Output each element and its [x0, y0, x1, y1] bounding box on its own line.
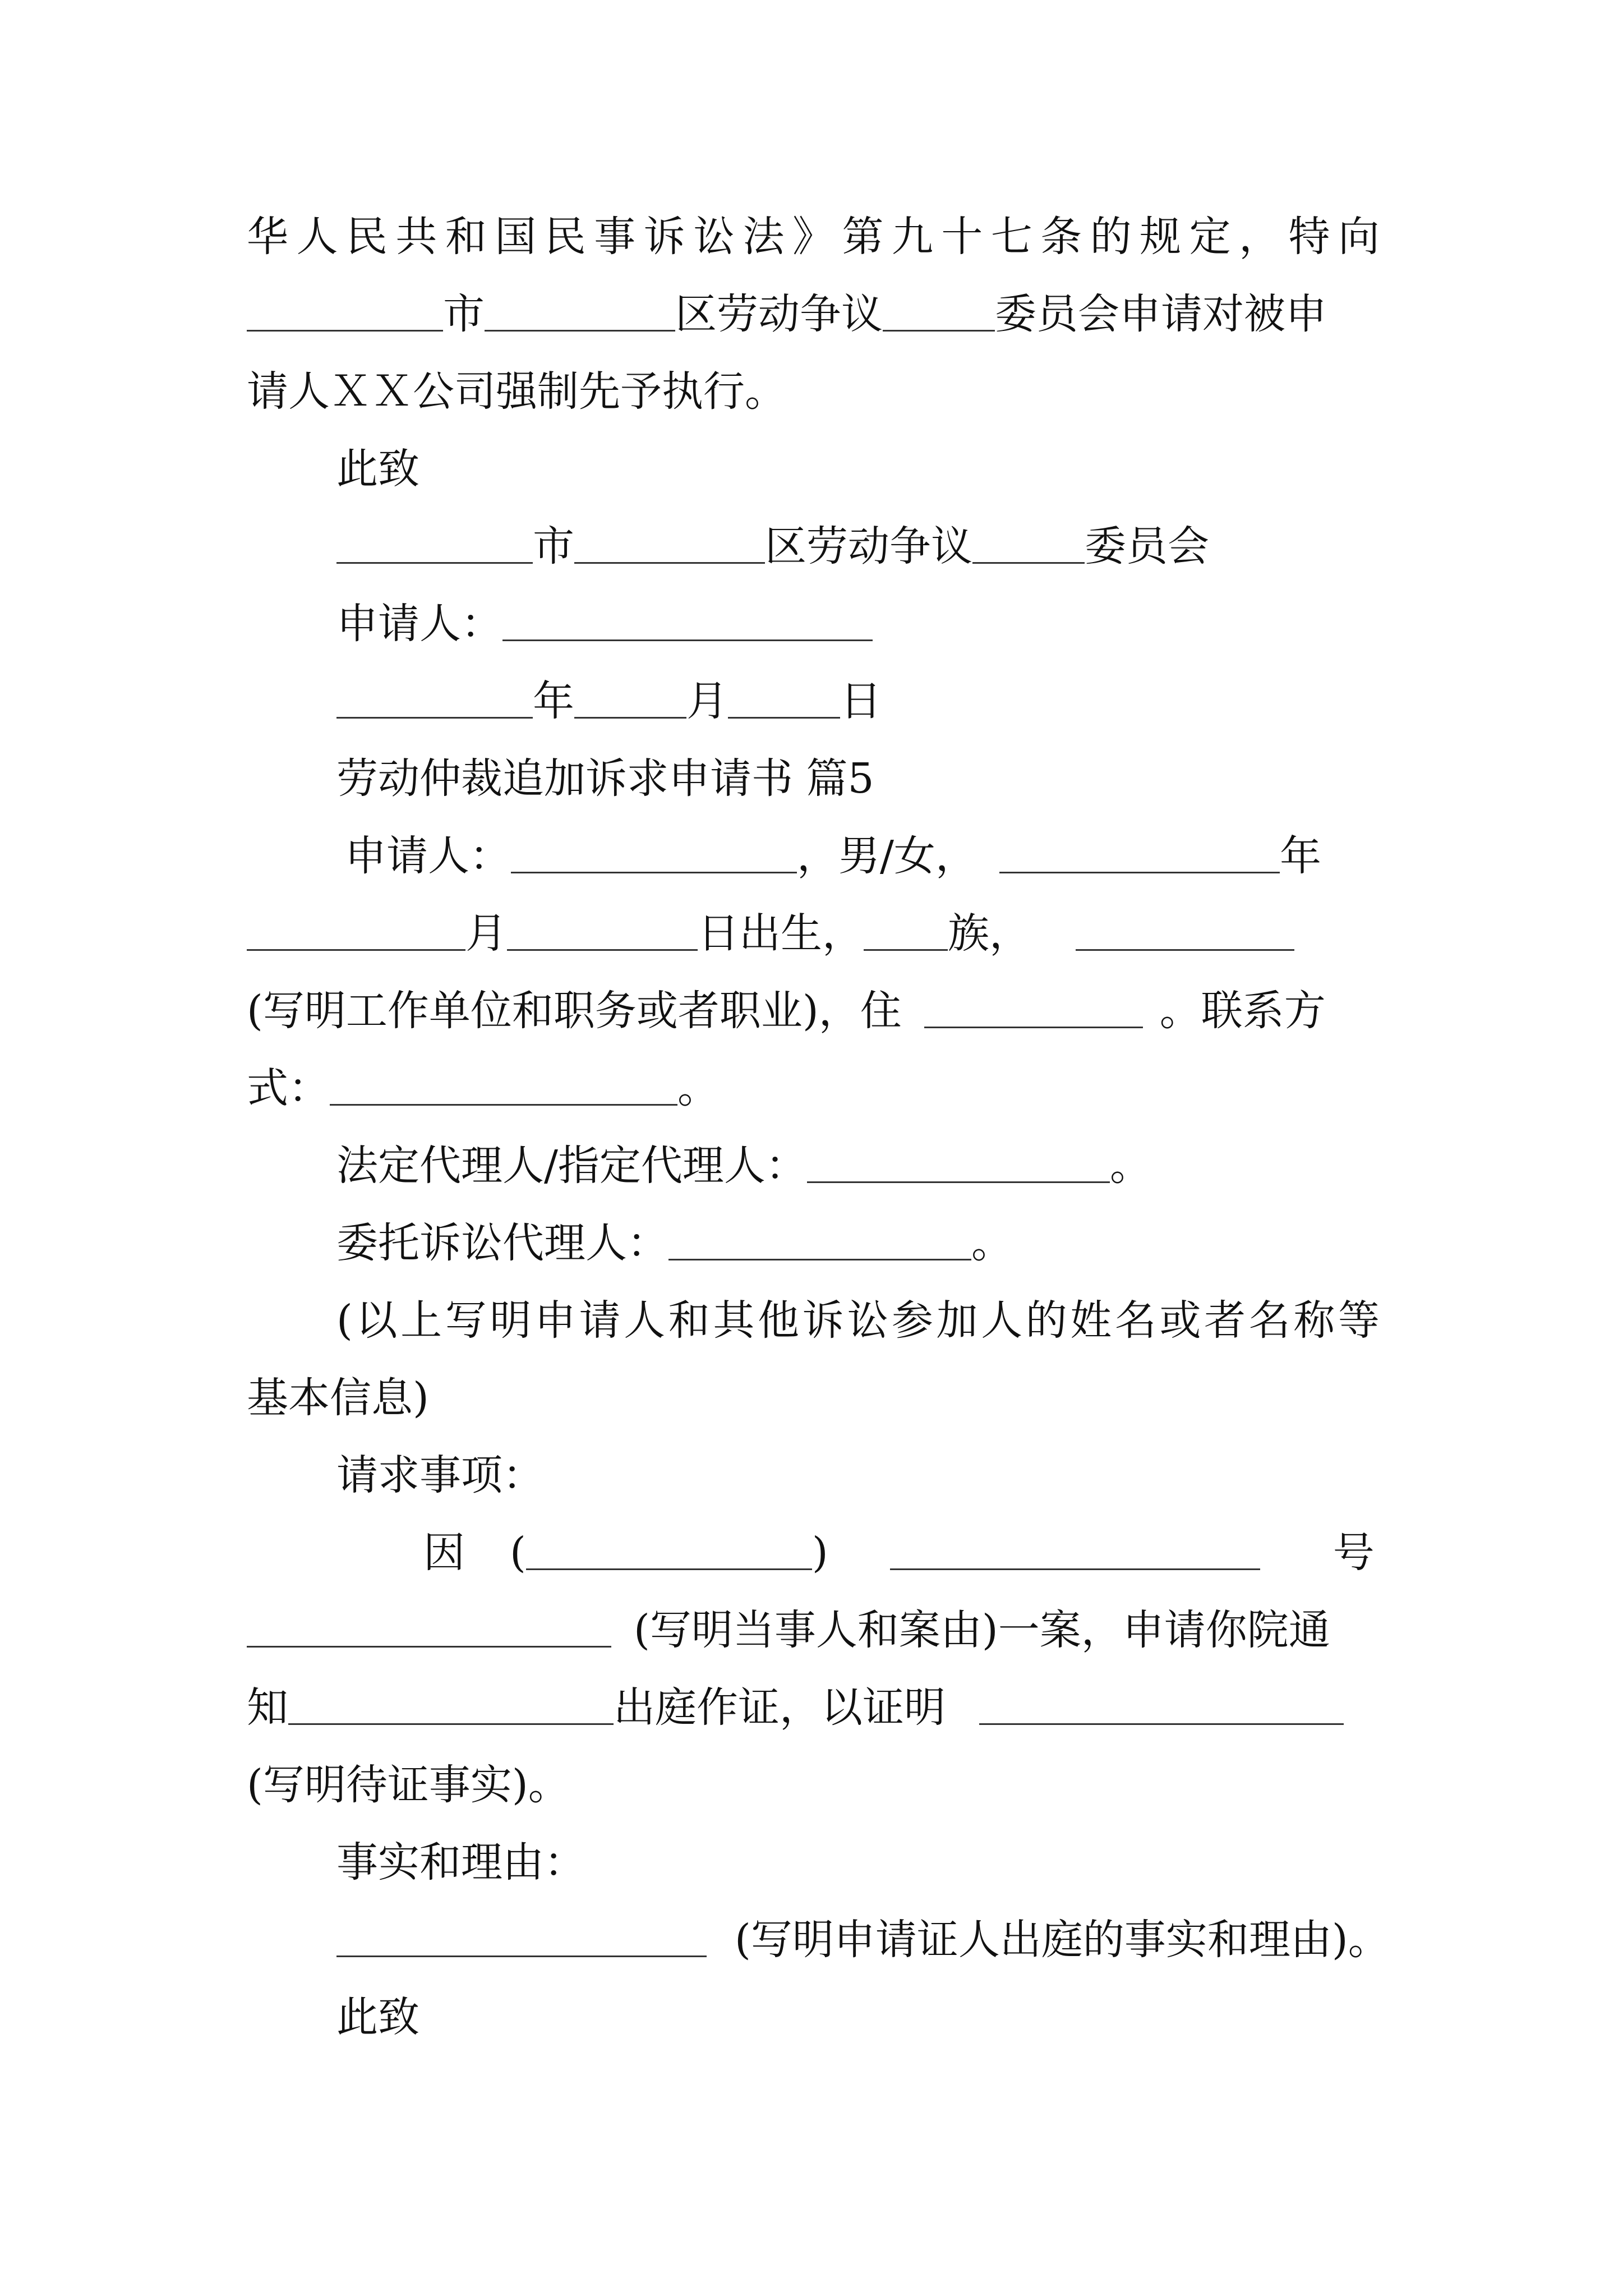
end-text: 。	[677, 1064, 719, 1112]
blank-field	[972, 528, 1085, 564]
reasons-text: (写明申请证人出庭的事实和理由)。	[735, 1916, 1390, 1964]
closing-text: 此致	[336, 445, 419, 493]
birth-year-blank	[999, 838, 1280, 873]
section-heading	[336, 751, 1380, 807]
note-text: 基本信息)	[247, 1374, 429, 1422]
contact-blank	[330, 1070, 677, 1106]
work-text: (写明工作单位和职务或者职业)，住	[247, 987, 902, 1035]
paragraph-text: 区劳动争议	[675, 290, 883, 338]
applicant-sign-line	[336, 596, 1380, 652]
addressee-district: 区劳动争议	[765, 522, 972, 570]
closing-line	[336, 441, 1380, 497]
blank-field	[247, 296, 443, 332]
witness-blank	[288, 1690, 614, 1725]
applicant-info-line	[247, 1060, 1380, 1116]
paragraph-text: 华人民共和国民事诉讼法》第九十七条的规定，特向	[247, 213, 1380, 261]
claims-label-line	[336, 1447, 1380, 1503]
claims-text: 出庭作证，以证明	[614, 1683, 946, 1732]
date-year: 年	[533, 677, 574, 725]
contact2-text: 式：	[247, 1064, 330, 1112]
applicant-info-line	[345, 828, 1380, 884]
claims-line	[247, 1757, 1380, 1813]
applicant-info-line	[247, 983, 1380, 1039]
blank-field	[574, 528, 765, 564]
work-blank	[1076, 915, 1294, 951]
legal-agent-label: 法定代理人/指定代理人：	[336, 1142, 807, 1190]
closing-line	[336, 1989, 1380, 2045]
born-text: 日出生，	[698, 909, 864, 958]
note-line	[247, 1370, 1380, 1426]
month-blank	[574, 683, 686, 719]
name-blank	[511, 838, 797, 873]
legal-agent-end: 。	[1109, 1142, 1151, 1190]
year-text: 年	[1279, 832, 1321, 880]
claims-line	[247, 1680, 1380, 1736]
signature-blank	[502, 606, 873, 641]
address-blank	[924, 993, 1143, 1028]
addressee-city: 市	[533, 522, 574, 570]
claims-text: (	[510, 1529, 526, 1577]
claims-text: 号	[1332, 1529, 1375, 1577]
paragraph-line	[247, 286, 1380, 342]
blank-field	[485, 296, 675, 332]
entrusted-agent-blank	[668, 1225, 971, 1260]
claims-text: (写明当事人和案由)一案，申请你院通	[634, 1606, 1330, 1654]
addressee-line	[336, 518, 1380, 574]
date-day: 日	[840, 677, 882, 725]
date-line	[336, 673, 1380, 729]
fact-blank	[979, 1690, 1344, 1725]
ethnic-blank	[864, 915, 948, 951]
entrusted-agent-end: 。	[971, 1219, 1013, 1267]
paragraph-line	[247, 364, 1380, 420]
reasons-label: 事实和理由：	[336, 1838, 585, 1887]
note-line	[336, 1292, 1380, 1349]
parties-blank	[247, 1612, 611, 1648]
claims-label: 请求事项：	[336, 1451, 544, 1499]
applicant-sign-label: 申请人：	[336, 600, 502, 648]
reasons-label-line	[336, 1834, 1380, 1890]
applicant-info-line	[247, 905, 1380, 961]
claims-line	[423, 1525, 1380, 1581]
paragraph-text: 委员会申请对被申	[995, 290, 1327, 338]
claims-text: (写明待证事实)。	[247, 1761, 570, 1809]
reasons-blank	[336, 1922, 707, 1957]
year-blank	[336, 683, 533, 719]
claims-text: 因	[423, 1529, 465, 1577]
case-number-blank	[526, 1535, 812, 1570]
entrusted-agent-label: 委托诉讼代理人：	[336, 1219, 668, 1267]
paragraph-text: 市	[443, 290, 485, 338]
case-id-blank	[890, 1535, 1260, 1570]
legal-agent-blank	[807, 1148, 1110, 1183]
entrusted-agent-line	[336, 1215, 1380, 1271]
legal-agent-line	[336, 1138, 1380, 1194]
blank-field	[883, 296, 995, 332]
claims-text: )	[811, 1529, 828, 1577]
contact-text: 。联系方	[1159, 987, 1326, 1035]
applicant-label: 申请人：	[345, 832, 511, 880]
day-blank	[728, 683, 840, 719]
claims-text: 知	[247, 1683, 288, 1732]
date-month: 月	[686, 677, 728, 725]
blank-field	[336, 528, 533, 564]
addressee-committee: 委员会	[1085, 522, 1209, 570]
paragraph-text: 请人ＸＸ公司强制先予执行。	[247, 367, 786, 416]
gender-text: ，男/女，	[797, 832, 977, 880]
paragraph-line	[247, 209, 1380, 265]
note-text: (以上写明申请人和其他诉讼参加人的姓名或者名称等	[336, 1296, 1380, 1345]
claims-line	[247, 1602, 1380, 1658]
ethnic-text: 族，	[948, 909, 1031, 958]
heading-text: 劳动仲裁追加诉求申请书 篇5	[336, 754, 874, 803]
closing-text: 此致	[336, 1993, 419, 2041]
reasons-line	[336, 1912, 1390, 1968]
birth-day-blank	[507, 915, 698, 951]
month-text: 月	[465, 909, 507, 958]
birth-month-blank	[247, 915, 465, 951]
